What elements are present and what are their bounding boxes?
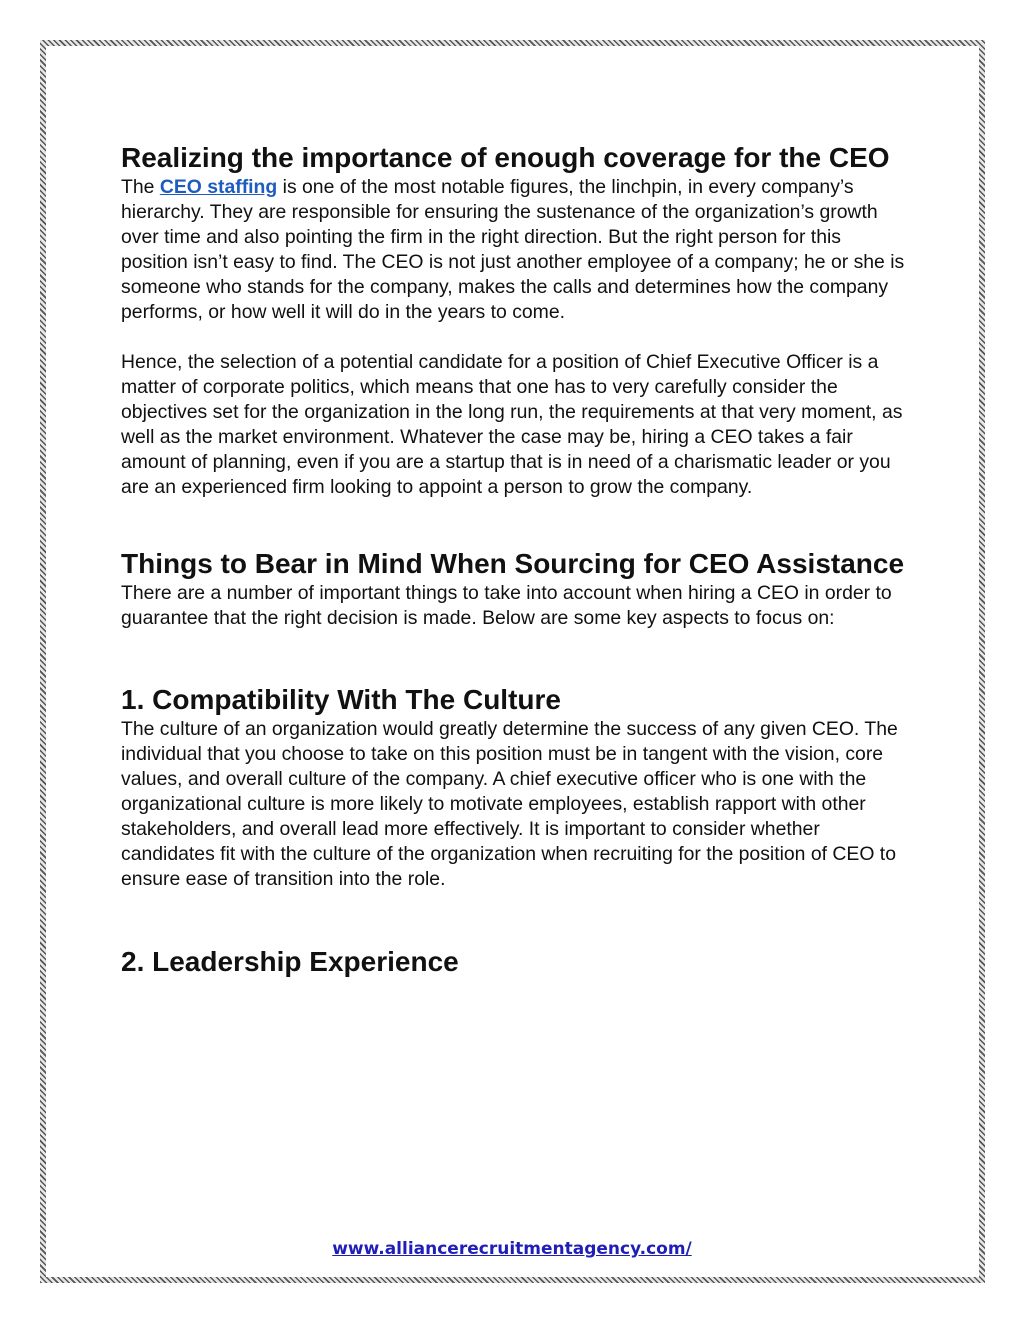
paragraph-compatibility: The culture of an organization would greatly determine the success of any given CEO. The individual that you choose to take on this position must be in tangent with the vision, core values, and overall culture of the company. A chief executive officer who is one with the organizational culture is more likely to motivate employees, establish rapport with other stakeholders, and overall lead more effectively. It is important to consider whether candidates fit with the culture of the organization when recruiting for the position of CEO to ensure ease of transition into the role. xyxy=(121,718,898,890)
paragraph-things-intro: There are a number of important things to take into account when hiring a CEO in order to guarantee that the right decision is made. Below are some key aspects to focus on: xyxy=(121,582,892,629)
paragraph-ceo-intro xyxy=(121,175,911,325)
heading-things-to-bear: Things to Bear in Mind When Sourcing for CEO Assistance xyxy=(121,548,905,579)
heading-ceo-coverage: Realizing the importance of enough coverage for the CEO xyxy=(121,142,890,173)
heading-leadership: 2. Leadership Experience xyxy=(121,946,459,977)
intro-rest-text: is one of the most notable figures, the linchpin, in every company’s hierarchy. They are responsible for ensuring the sustenance of the organization’s growth over time and also pointing the firm in the right direction. But the right person for this position isn’t easy to find. The CEO is not just another employee of a company; he or she is someone who stands for the company, makes the calls and determines how the company performs, or how well it will do in the years to come. xyxy=(121,176,905,323)
heading-compatibility: 1. Compatibility With The Culture xyxy=(121,684,561,715)
footer-website-link[interactable]: www.alliancerecruitmentagency.com/ xyxy=(332,1239,692,1259)
document-body xyxy=(121,141,911,979)
paragraph-selection: Hence, the selection of a potential candidate for a position of Chief Executive Officer is a matter of corporate politics, which means that one has to very carefully consider the objectives set for the organization in the long run, the requirements at that very moment, as well as the market environment. Whatever the case may be, hiring a CEO takes a fair amount of planning, even if you are a startup that is in need of a charismatic leader or you are an experienced firm looking to appoint a person to grow the company. xyxy=(121,351,903,498)
intro-lead-text: The xyxy=(121,176,160,198)
ceo-staffing-link[interactable]: CEO staffing xyxy=(159,176,278,198)
